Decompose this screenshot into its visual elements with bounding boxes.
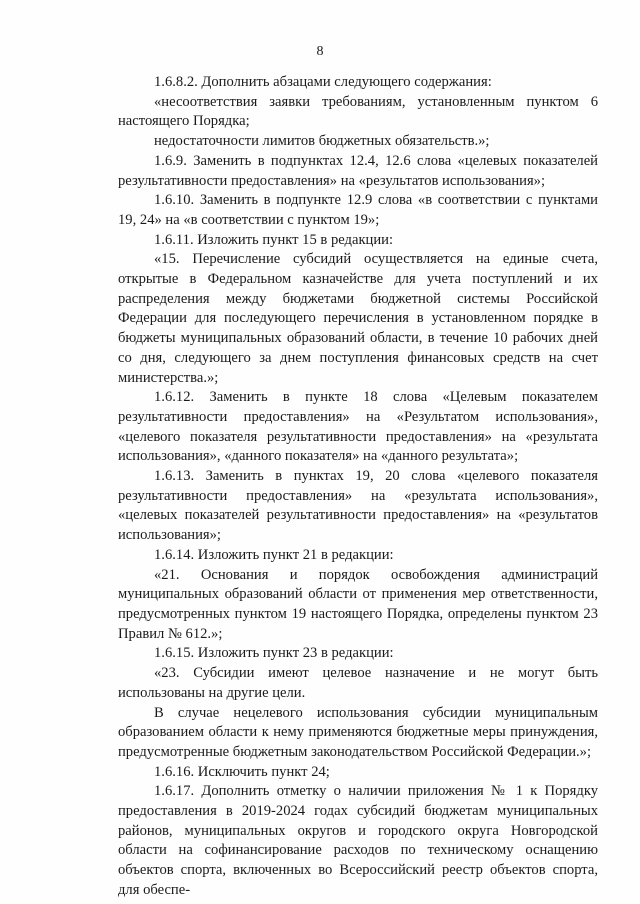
paragraph: 1.6.15. Изложить пункт 23 в редакции: xyxy=(154,645,394,662)
page-number: 8 xyxy=(316,44,324,59)
paragraph: «несоответствия заявки требованиям, установленным пунктом 6 настоящего Порядка; xyxy=(118,93,598,130)
paragraph: В случае нецелевого использования субсидии муниципальным образованием области к нему применяются бюджетные меры принуждения, предусмотренные бюджетным законодательством Российской Федерации.»; xyxy=(118,704,598,760)
paragraph: 1.6.13. Заменить в пунктах 19, 20 слова «целевого показателя результативности предоставления» на «результата использования», «целевых показателей результативности предоставления» на «результатов использования»; xyxy=(118,468,598,544)
paragraph: «21. Основания и порядок освобождения администраций муниципальных образований области от применения мер ответственности, предусмотренных пунктом 19 настоящего Порядка, определены пунктом 23 Правил № 612.»; xyxy=(118,566,598,642)
paragraph: 1.6.12. Заменить в пункте 18 слова «Целевым показателем результативности предоставления» на «Результатом использования», «целевого показателя результативности предоставления» на «результата использования», «данного показателя» на «данного результата»; xyxy=(118,389,598,465)
paragraph: 1.6.14. Изложить пункт 21 в редакции: xyxy=(154,546,394,563)
paragraph: «15. Перечисление субсидий осуществляется на единые счета, открытые в Федеральном казначействе для учета поступлений и их распределения между бюджетами бюджетной системы Российской Федерации для последующего перечисления в установленном порядке в бюджеты муниципальных образований области, в течение 10 рабочих дней со дня, следующего за днем поступления финансовых средств на счет министерства.»; xyxy=(118,251,598,386)
paragraph: «23. Субсидии имеют целевое назначение и не могут быть использованы на другие цели. xyxy=(118,665,598,701)
paragraph: 1.6.16. Исключить пункт 24; xyxy=(154,763,330,780)
paragraph: 1.6.11. Изложить пункт 15 в редакции: xyxy=(154,231,394,248)
paragraph: 1.6.10. Заменить в подпункте 12.9 слова «в соответствии с пунктами 19, 24» на «в соответствии с пунктом 19»; xyxy=(118,192,598,228)
paragraph: 1.6.17. Дополнить отметку о наличии приложения № 1 к Порядку предоставления в 2019-2024 годах субсидий бюджетам муниципальных районов, муниципальных округов и городского округа Новгородской области на софинансирование расходов по техническому оснащению объектов спорта, включенных во Всероссийский реестр объектов спорта, для обеспе- xyxy=(118,783,598,898)
document-body xyxy=(118,73,598,901)
paragraph: 1.6.8.2. Дополнить абзацами следующего содержания: xyxy=(154,74,492,90)
paragraph: недостаточности лимитов бюджетных обязательств.»; xyxy=(154,133,490,150)
paragraph: 1.6.9. Заменить в подпунктах 12.4, 12.6 слова «целевых показателей результативности предоставления» на «результатов использования»; xyxy=(118,152,598,189)
